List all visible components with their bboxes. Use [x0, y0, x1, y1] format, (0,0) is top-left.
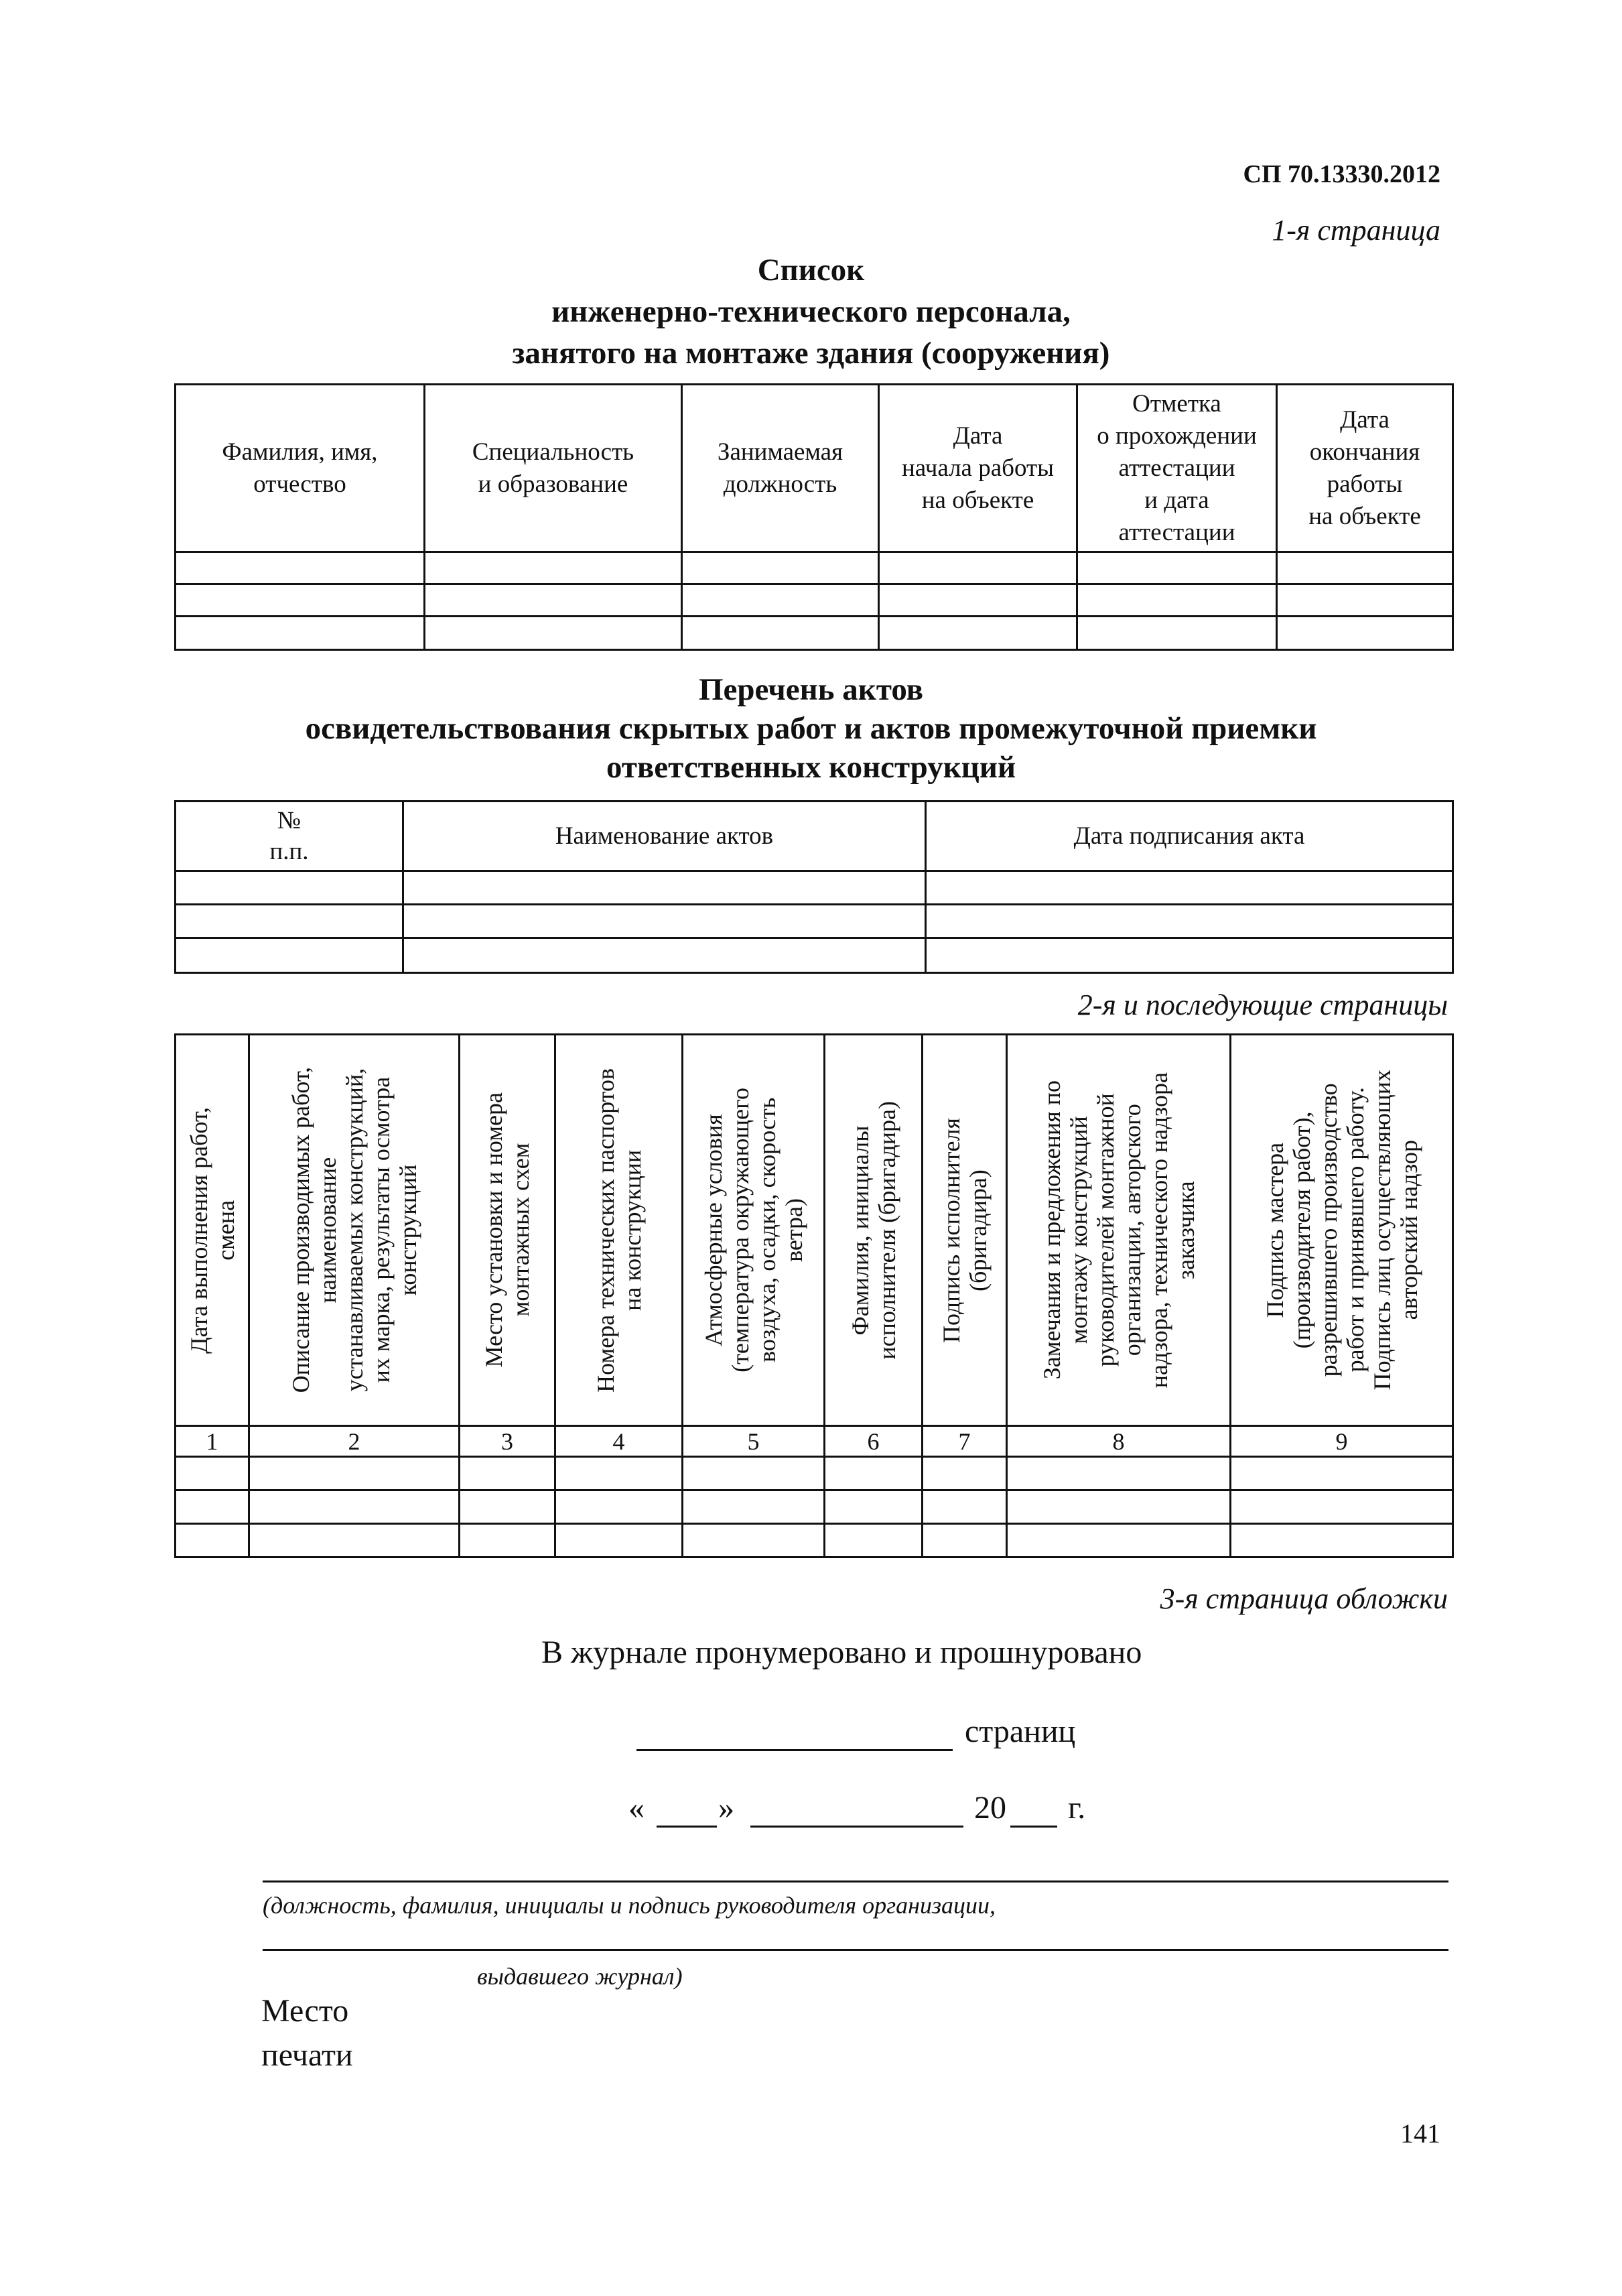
col-header-end-date: Дата окончания работы на объекте — [1277, 385, 1453, 552]
date-century: 20 — [974, 1790, 1006, 1826]
col-header-weather: Атмосферные условия (температура окружающего воздуха, осадки, скорость ветра) — [683, 1035, 825, 1426]
date-close-quote: » — [718, 1790, 734, 1826]
date-year-suffix: г. — [1068, 1790, 1086, 1826]
column-number: 5 — [683, 1426, 825, 1457]
personnel-title-line: Список — [757, 253, 865, 288]
page-count-blank — [636, 1749, 953, 1751]
col-header-start-date: Дата начала работы на объекте — [879, 385, 1077, 552]
table-row — [176, 584, 1453, 617]
table-row — [176, 552, 1453, 584]
col-header-executor-signature: Подпись исполнителя (бригадира) — [923, 1035, 1007, 1426]
date-month-blank — [750, 1826, 963, 1828]
column-number: 8 — [1007, 1426, 1231, 1457]
col-header-remarks: Замечания и предложения по монтажу конструкций руководителей монтажной организации, авторского надзора, технического надзора заказчика — [1007, 1035, 1231, 1426]
table-header-row — [176, 802, 1453, 871]
stamp-place — [261, 1989, 353, 2078]
col-header-work-description: Описание производимых работ, наименование устанавливаемых конструкций, их марка, результаты осмотра конструкций — [249, 1035, 460, 1426]
acts-title-line: ответственных конструкций — [606, 750, 1016, 785]
col-header-act-name: Наименование актов — [403, 802, 926, 871]
col-header-master-signature: Подпись мастера (производителя работ), разрешившего производство работ и принявшего работу. Подпись лиц осуществляющих авторский надзор — [1231, 1035, 1453, 1426]
stamp-place-line: Место — [261, 1993, 349, 2029]
acts-title — [0, 670, 1622, 787]
column-number-row — [176, 1426, 1453, 1457]
table-row — [176, 905, 1453, 938]
col-header-number: № п.п. — [176, 802, 403, 871]
personnel-title-line: занятого на монтаже здания (сооружения) — [512, 336, 1110, 371]
numbered-statement: В журнале пронумеровано и прошнуровано — [541, 1635, 1142, 1670]
work-log-table — [174, 1033, 1454, 1558]
col-header-sign-date: Дата подписания акта — [926, 802, 1453, 871]
table-row — [176, 871, 1453, 905]
pages-word: страниц — [965, 1714, 1076, 1749]
column-number: 3 — [460, 1426, 555, 1457]
personnel-title — [0, 249, 1622, 374]
acts-title-line: Перечень актов — [698, 672, 924, 707]
signature-line — [263, 1949, 1448, 1951]
column-number: 4 — [555, 1426, 683, 1457]
table-row — [176, 1490, 1453, 1524]
col-header-full-name: Фамилия, имя, отчество — [176, 385, 425, 552]
date-open-quote: « — [628, 1790, 645, 1826]
column-number: 6 — [825, 1426, 923, 1457]
col-header-executor-name: Фамилия, инициалы исполнителя (бригадира) — [825, 1035, 923, 1426]
col-header-specialty: Специальность и образование — [425, 385, 682, 552]
col-header-passports: Номера технических паспортов на конструкции — [555, 1035, 683, 1426]
signature-caption: (должность, фамилия, инициалы и подпись руководителя организации, — [263, 1892, 996, 1919]
signature-line — [263, 1880, 1448, 1883]
date-year-blank — [1010, 1826, 1057, 1828]
signature-caption-continued: выдавшего журнал) — [477, 1963, 683, 1990]
col-header-location: Место установки и номера монтажных схем — [460, 1035, 555, 1426]
pages-2-label: 2-я и последующие страницы — [1077, 988, 1448, 1021]
table-row — [176, 1457, 1453, 1490]
personnel-table — [174, 383, 1454, 651]
table-header-row — [176, 385, 1453, 552]
column-number: 9 — [1231, 1426, 1453, 1457]
table-row — [176, 1524, 1453, 1557]
acts-title-line: освидетельствования скрытых работ и актов промежуточной приемки — [305, 711, 1317, 746]
table-row — [176, 617, 1453, 650]
col-header-position: Занимаемая должность — [682, 385, 879, 552]
column-number: 7 — [923, 1426, 1007, 1457]
standard-code: СП 70.13330.2012 — [1243, 160, 1440, 188]
table-row — [176, 938, 1453, 973]
cover-3-label: 3-я страница обложки — [1160, 1582, 1448, 1615]
col-header-work-date: Дата выполнения работ, смена — [176, 1035, 249, 1426]
page-number: 141 — [1400, 2118, 1440, 2149]
column-number: 2 — [249, 1426, 460, 1457]
personnel-title-line: инженерно-технического персонала, — [551, 294, 1071, 329]
page-1-label: 1-я страница — [1272, 214, 1440, 247]
table-header-row — [176, 1035, 1453, 1426]
stamp-place-line: печати — [261, 2037, 353, 2073]
date-day-blank — [657, 1826, 717, 1828]
column-number: 1 — [176, 1426, 249, 1457]
col-header-certification: Отметка о прохождении аттестации и дата аттестации — [1077, 385, 1277, 552]
acts-table — [174, 800, 1454, 974]
